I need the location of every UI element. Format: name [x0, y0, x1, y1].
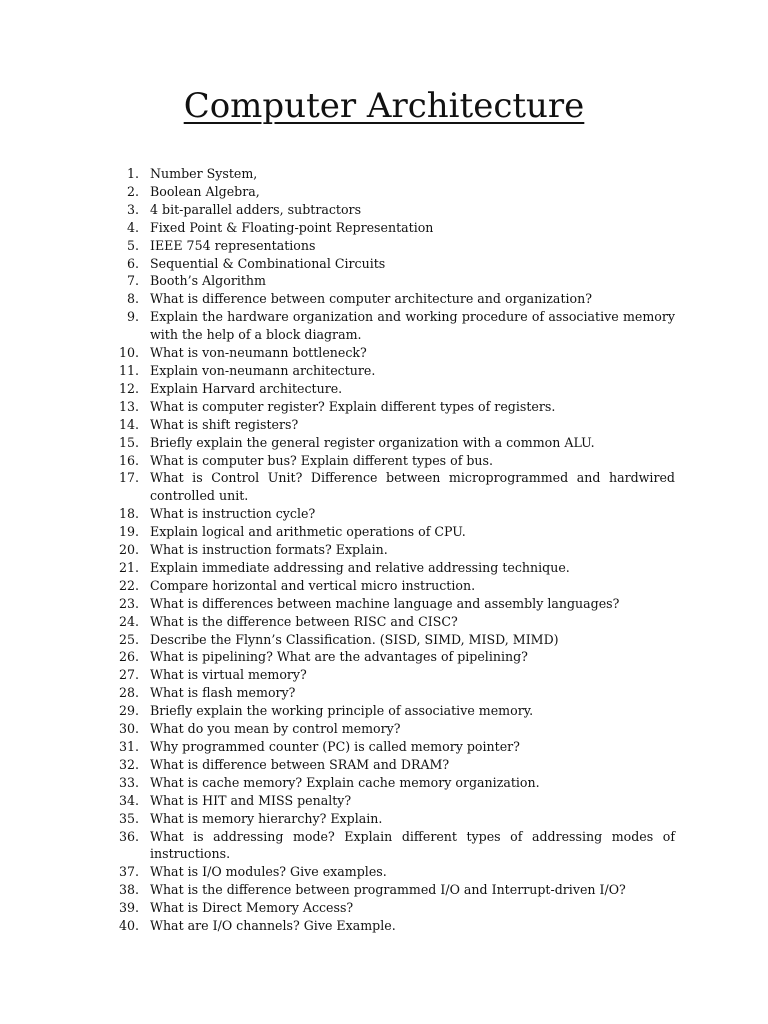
item-number: 34. [118, 792, 139, 808]
list-item [115, 290, 675, 308]
item-number: 4. [126, 219, 139, 235]
item-text: What is instruction cycle? [150, 506, 316, 522]
list-item [115, 541, 675, 559]
list-item [115, 559, 675, 577]
list-item [115, 416, 675, 434]
item-text: What is cache memory? Explain cache memory organization. [150, 774, 540, 790]
item-text: Explain immediate addressing and relative addressing technique. [150, 559, 570, 575]
list-item [115, 720, 675, 738]
item-text: What is I/O modules? Give examples. [150, 864, 387, 880]
item-number: 32. [118, 756, 139, 772]
item-number: 23. [118, 595, 139, 611]
item-number: 15. [118, 434, 139, 450]
item-text: What is memory hierarchy? Explain. [150, 810, 383, 826]
item-number: 11. [118, 362, 139, 378]
item-number: 36. [118, 828, 139, 844]
item-number: 24. [118, 613, 139, 629]
item-text: What is shift registers? [150, 416, 299, 432]
item-text: What is Direct Memory Access? [150, 900, 354, 916]
item-text: What do you mean by control memory? [150, 721, 401, 737]
list-item [115, 362, 675, 380]
item-number: 6. [126, 255, 139, 271]
item-text: What is HIT and MISS penalty? [150, 792, 352, 808]
item-text: What is computer register? Explain different types of registers. [150, 398, 556, 414]
item-number: 26. [118, 649, 139, 665]
item-number: 20. [118, 542, 139, 558]
item-number: 28. [118, 685, 139, 701]
item-text: Explain logical and arithmetic operations of CPU. [150, 524, 466, 540]
list-item [115, 344, 675, 362]
item-number: 21. [118, 559, 139, 575]
item-number: 18. [118, 506, 139, 522]
list-item [115, 595, 675, 613]
list-item [115, 738, 675, 756]
list-item [115, 702, 675, 720]
item-text: Explain von-neumann architecture. [150, 362, 376, 378]
item-text: What is flash memory? [150, 685, 296, 701]
list-item [115, 308, 675, 344]
item-text: Compare horizontal and vertical micro instruction. [150, 577, 476, 593]
list-item [115, 272, 675, 290]
list-item [115, 863, 675, 881]
question-list [115, 165, 675, 935]
item-number: 19. [118, 524, 139, 540]
list-item [115, 631, 675, 649]
item-number: 29. [118, 703, 139, 719]
item-text: Why programmed counter (PC) is called memory pointer? [150, 739, 520, 754]
list-item [115, 648, 675, 666]
page-title: Computer Architecture [183, 86, 585, 126]
item-number: 33. [118, 774, 139, 790]
item-text: Explain Harvard architecture. [150, 380, 343, 396]
list-item [115, 452, 675, 470]
item-text: What are I/O channels? Give Example. [150, 918, 396, 934]
item-number: 17. [118, 470, 139, 486]
item-number: 35. [118, 810, 139, 826]
item-number: 31. [118, 739, 139, 754]
list-item [115, 810, 675, 828]
item-number: 7. [126, 273, 139, 289]
item-number: 2. [126, 183, 139, 199]
item-number: 14. [118, 416, 139, 432]
list-item [115, 237, 675, 255]
list-item [115, 183, 675, 201]
list-item [115, 219, 675, 237]
item-number: 27. [118, 667, 139, 683]
list-item [115, 523, 675, 541]
item-number: 37. [118, 864, 139, 880]
list-item [115, 201, 675, 219]
item-text: What is virtual memory? [150, 667, 307, 683]
list-item [115, 881, 675, 899]
item-text: Briefly explain the general register organization with a common ALU. [150, 434, 595, 450]
item-number: 1. [126, 166, 139, 181]
item-text: Fixed Point & Floating-point Representation [150, 219, 434, 235]
list-item [115, 899, 675, 917]
list-item [115, 434, 675, 452]
item-number: 38. [118, 882, 139, 898]
item-text: Briefly explain the working principle of associative memory. [150, 703, 534, 719]
item-number: 16. [118, 452, 139, 468]
item-text: What is von-neumann bottleneck? [150, 345, 367, 361]
list-item [115, 165, 675, 183]
item-text: What is differences between machine language and assembly languages? [150, 595, 620, 611]
list-item [115, 666, 675, 684]
item-text: Boolean Algebra, [150, 183, 260, 199]
list-item [115, 255, 675, 273]
item-text: What is Control Unit? Difference between microprogrammed and hardwired controlled unit. [150, 470, 675, 504]
list-item [115, 917, 675, 935]
list-item [115, 756, 675, 774]
item-text: What is addressing mode? Explain different types of addressing modes of instructions. [150, 828, 675, 862]
list-item [115, 828, 675, 864]
list-item [115, 380, 675, 398]
item-number: 30. [118, 721, 139, 737]
item-text: 4 bit-parallel adders, subtractors [150, 201, 362, 217]
item-text: What is instruction formats? Explain. [150, 542, 388, 558]
item-text: Number System, [150, 166, 258, 181]
item-text: What is the difference between programmed I/O and Interrupt-driven I/O? [150, 882, 626, 898]
item-text: Sequential & Combinational Circuits [150, 255, 386, 271]
list-item [115, 792, 675, 810]
item-number: 40. [118, 918, 139, 934]
item-number: 25. [118, 631, 139, 647]
item-text: What is computer bus? Explain different types of bus. [150, 452, 494, 468]
list-item [115, 613, 675, 631]
item-text: IEEE 754 representations [150, 237, 316, 253]
item-number: 9. [126, 309, 139, 325]
list-item [115, 505, 675, 523]
item-number: 13. [118, 398, 139, 414]
list-item [115, 577, 675, 595]
item-number: 10. [118, 345, 139, 361]
item-text: What is the difference between RISC and CISC? [150, 613, 458, 629]
list-item [115, 469, 675, 505]
item-number: 3. [126, 201, 139, 217]
item-text: Explain the hardware organization and working procedure of associative memory with the help of a block diagram. [150, 309, 675, 343]
item-number: 5. [126, 237, 139, 253]
item-text: What is difference between SRAM and DRAM? [150, 756, 450, 772]
item-number: 22. [118, 577, 139, 593]
list-item [115, 398, 675, 416]
item-number: 39. [118, 900, 139, 916]
item-text: What is pipelining? What are the advantages of pipelining? [150, 649, 528, 665]
item-number: 12. [118, 380, 139, 396]
item-text: Booth’s Algorithm [150, 273, 266, 289]
item-text: Describe the Flynn’s Classification. (SISD, SIMD, MISD, MIMD) [150, 631, 559, 647]
item-number: 8. [126, 291, 139, 307]
list-item [115, 684, 675, 702]
list-item [115, 774, 675, 792]
item-text: What is difference between computer architecture and organization? [150, 291, 592, 307]
